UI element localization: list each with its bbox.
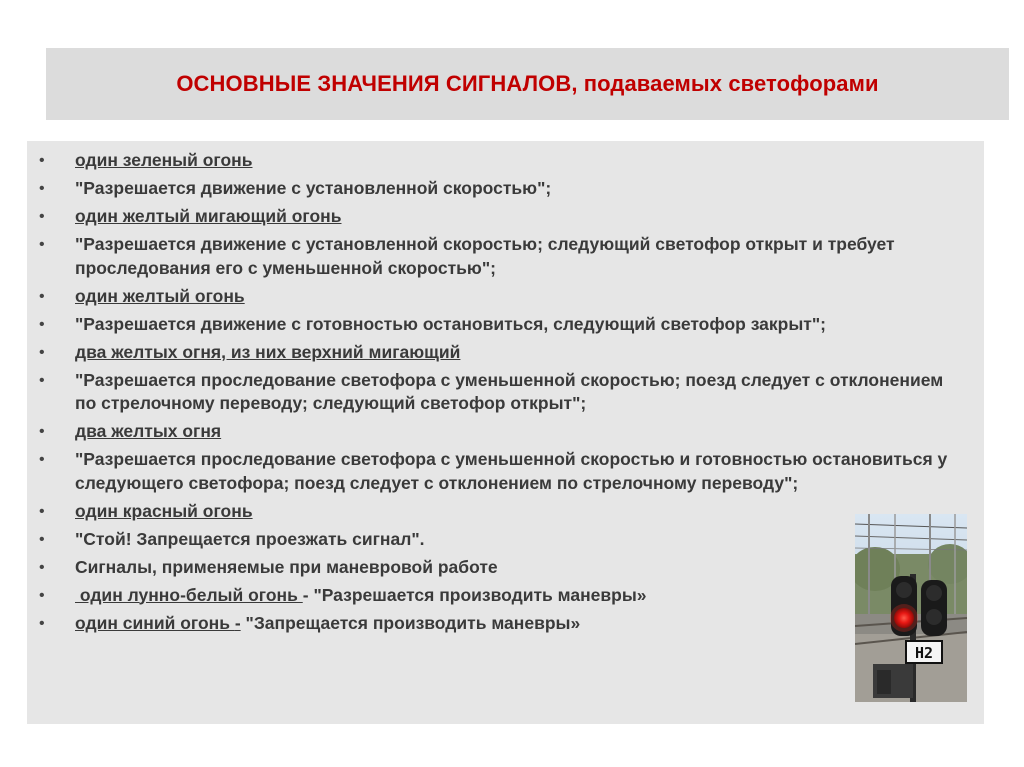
signal-name: один красный огонь <box>75 500 253 521</box>
list-item <box>39 205 959 229</box>
signal-name: два желтых огня <box>75 421 222 441</box>
bullet: • <box>39 451 45 468</box>
title-box <box>46 48 1009 120</box>
bullet: • <box>39 152 45 169</box>
bullet: • <box>39 530 45 548</box>
signal-name: один желтый мигающий огонь <box>75 206 342 226</box>
signal-meaning: "Разрешается движение с установленной скоростью"; <box>75 178 552 198</box>
bullet: • <box>39 208 45 225</box>
list-item <box>39 528 959 552</box>
content-box <box>27 141 984 724</box>
bullet: • <box>39 315 45 333</box>
signal-meaning: "Разрешается проследование светофора с уменьшенной скоростью; поезд следует с отклонением по стрелочному переводу; следующий светофор открыт"; <box>75 369 944 413</box>
signal-meaning: "Стой! Запрещается проезжать сигнал". <box>75 528 425 549</box>
bullet: • <box>39 558 45 576</box>
signal-meaning: "Разрешается движение с установленной скоростью; следующий светофор открыт и требует проследования его с уменьшенной скоростью"; <box>75 234 895 278</box>
signal-plate-text: Н2 <box>914 644 934 662</box>
signal-name: один зеленый огонь <box>75 150 253 170</box>
signal-name: один синий огонь <box>75 612 235 633</box>
list-item <box>39 149 959 173</box>
list-item <box>39 420 959 444</box>
signal-name: один желтый огонь <box>75 285 245 306</box>
list-item <box>39 584 875 608</box>
signal-meaning: "Разрешается проследование светофора с уменьшенной скоростью и готовностью остановиться у следующего светофора; поезд следует с отклонением по стрелочному переводу"; <box>75 449 948 493</box>
signal-name: два желтых огня, из них верхний мигающий <box>75 341 461 362</box>
list-item <box>39 313 959 337</box>
list-item <box>39 177 959 201</box>
bullet: • <box>39 502 45 520</box>
traffic-light-photo <box>855 514 967 702</box>
separator: - <box>302 584 309 605</box>
bullet: • <box>39 180 45 197</box>
list-item <box>39 233 959 280</box>
bullet: • <box>39 586 45 604</box>
list-item <box>39 341 959 365</box>
signal-meaning: "Разрешается движение с готовностью остановиться, следующий светофор закрыт"; <box>75 313 826 334</box>
traffic-light-icon <box>855 514 967 702</box>
section-heading: Сигналы, применяемые при маневровой работе <box>75 556 498 577</box>
signal-meaning: "Разрешается производить маневры» <box>308 584 647 605</box>
bullet: • <box>39 614 45 632</box>
signal-meaning: "Запрещается производить маневры» <box>240 612 581 633</box>
separator: - <box>234 612 241 633</box>
list-item <box>39 612 875 636</box>
list-item <box>39 369 959 416</box>
slide-title: ОСНОВНЫЕ ЗНАЧЕНИЯ СИГНАЛОВ, подаваемых светофорами <box>176 71 879 96</box>
bullet: • <box>39 287 45 305</box>
list-item <box>39 500 959 524</box>
signal-name: один лунно-белый огонь <box>75 584 303 605</box>
bullet: • <box>39 423 45 440</box>
list-item <box>39 448 959 495</box>
bullet: • <box>39 343 45 361</box>
signal-list <box>39 149 959 640</box>
list-item <box>39 556 959 580</box>
list-item <box>39 285 959 309</box>
bullet: • <box>39 371 45 389</box>
bullet: • <box>39 236 45 253</box>
